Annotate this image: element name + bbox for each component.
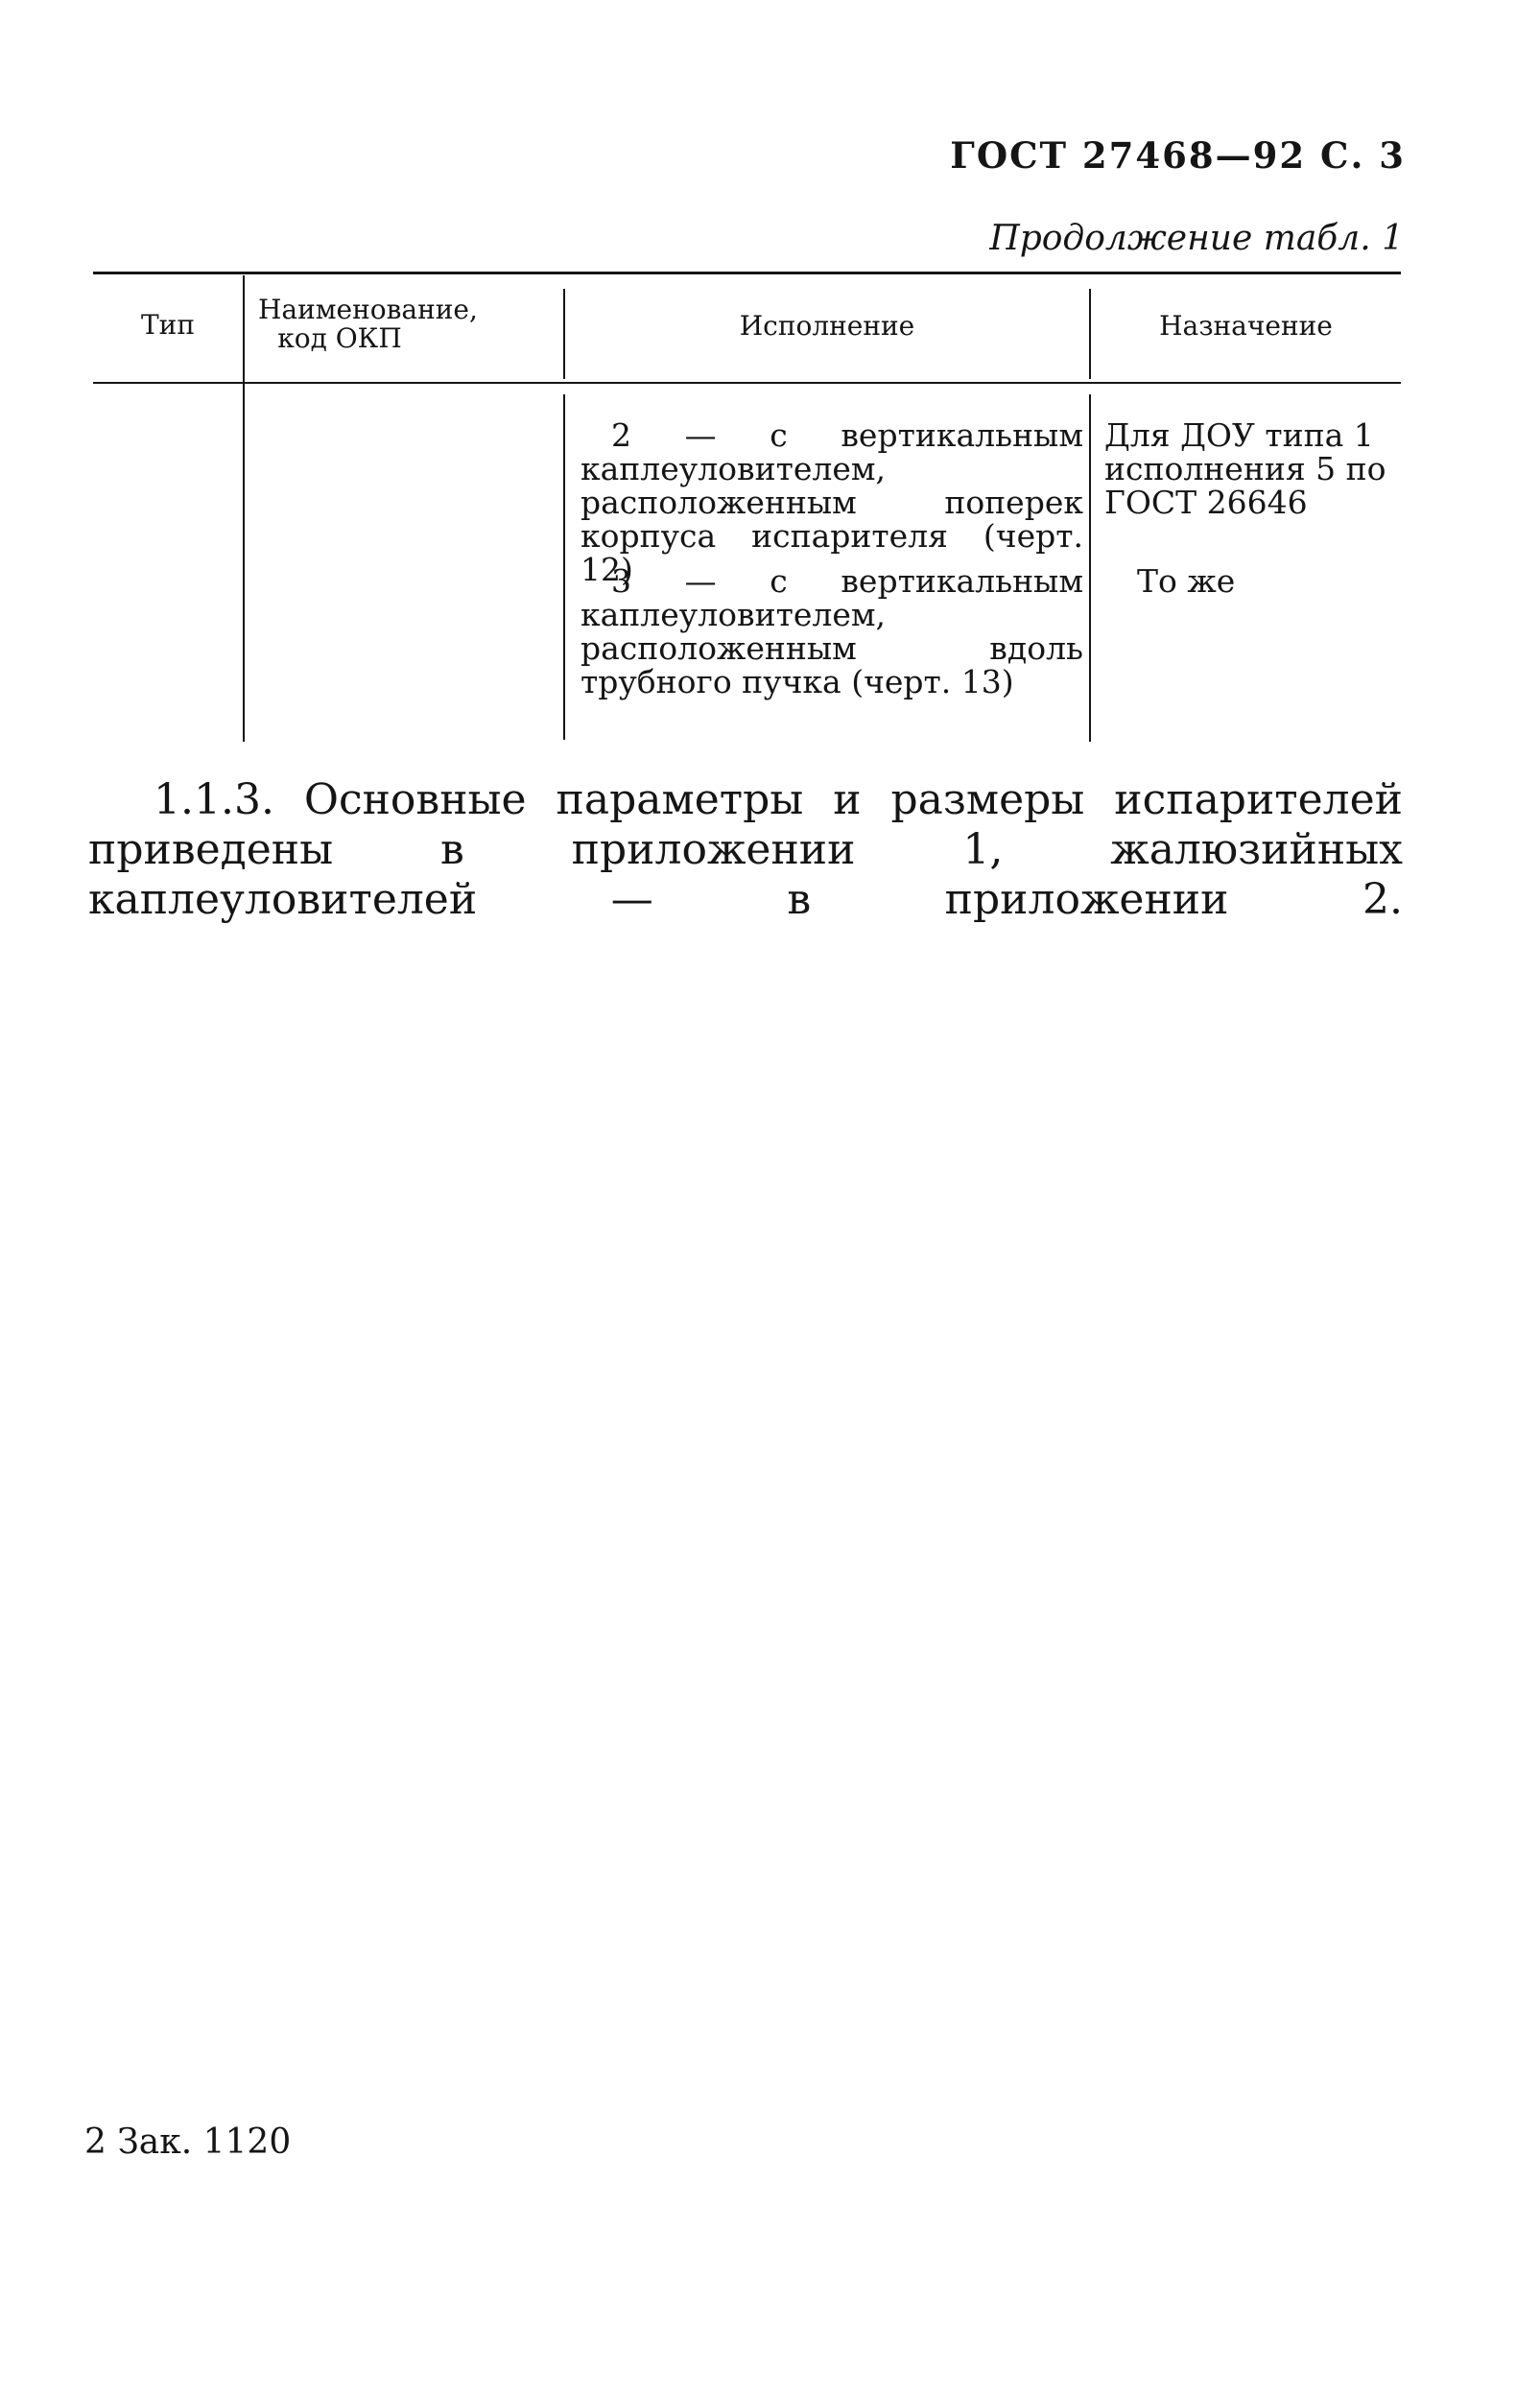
parameters-table — [93, 272, 1401, 742]
printing-order-note: 2 Зак. 1120 — [84, 2122, 292, 2162]
purpose-text: То же — [1137, 562, 1236, 600]
table-top-rule — [93, 272, 1401, 274]
column-header-variant: Исполнение — [739, 310, 915, 342]
column-divider — [1089, 394, 1091, 742]
purpose-cell — [1137, 564, 1386, 598]
column-header-name-code: Наименование, код ОКП — [258, 294, 478, 354]
purpose-text: Для ДОУ типа 1 исполнения 5 по ГОСТ 26646 — [1104, 416, 1386, 521]
column-header-purpose: Назначение — [1159, 310, 1333, 342]
variant-cell: 2 — с вертикальным каплеуловителем, расположенным поперек корпуса испарителя (черт. 12) — [580, 416, 1083, 588]
table-continuation-label: Продолжение табл. 1 — [989, 219, 1404, 258]
column-divider — [243, 275, 245, 742]
column-header-type: Тип — [141, 309, 195, 341]
variant-cell: 3 — с вертикальным каплеуловителем, расположенным вдоль трубного пучка (черт. 13) — [580, 562, 1083, 700]
table-row — [580, 418, 1083, 586]
purpose-cell — [1104, 418, 1392, 519]
section-paragraph: 1.1.3. Основные параметры и размеры испарителей приведены в приложении 1, жалюзийных каплеуловителей — в приложении 2. — [88, 775, 1403, 924]
table-header-rule — [93, 382, 1401, 384]
table-row — [580, 564, 1083, 699]
column-divider — [563, 394, 565, 740]
document-reference: ГОСТ 27468—92 С. 3 — [950, 134, 1406, 177]
